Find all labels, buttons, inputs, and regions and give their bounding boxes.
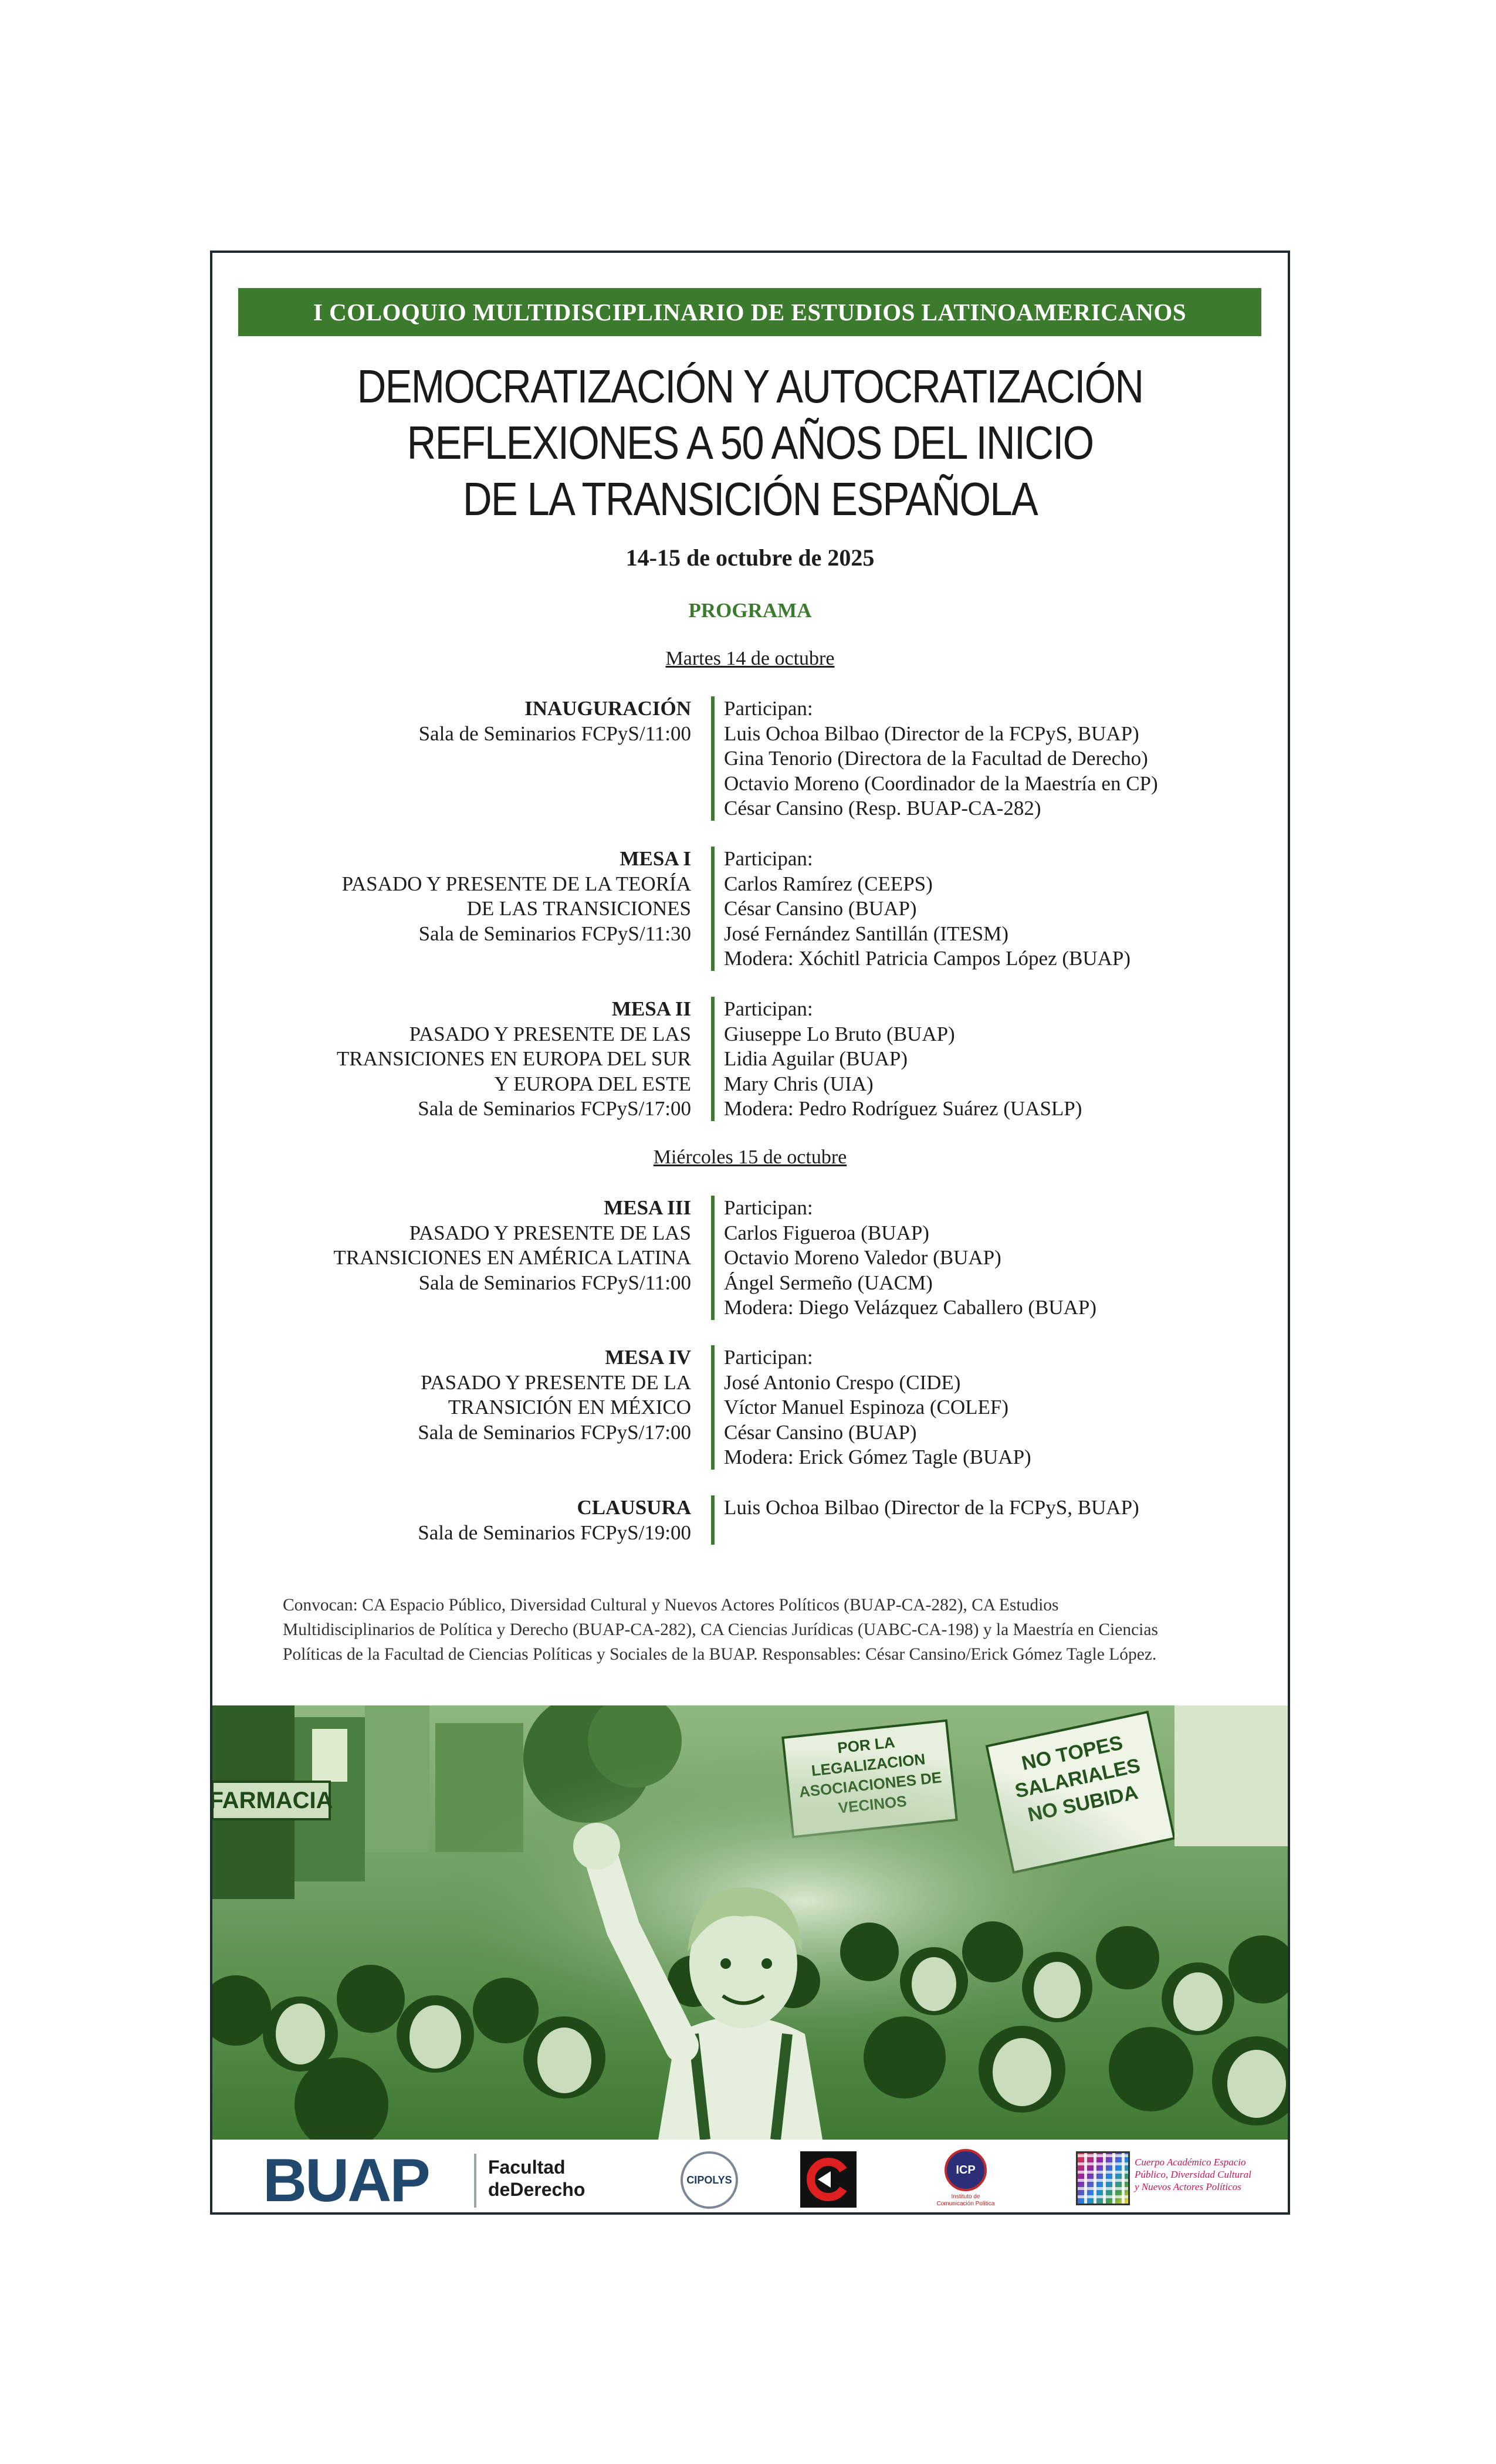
cuerpo-academico-logo	[1135, 2156, 1252, 2193]
participant: Luis Ochoa Bilbao (Director de la FCPyS, BUAP)	[724, 1496, 1139, 1519]
icp-emblem: ICP	[945, 2149, 987, 2191]
program-heading: PROGRAMA	[688, 599, 812, 622]
participant: Participan:	[724, 697, 813, 720]
red-c-logo	[800, 2151, 857, 2208]
participant: Participan:	[724, 847, 813, 870]
facultad-derecho-logo	[488, 2156, 585, 2201]
participant: César Cansino (BUAP)	[724, 897, 917, 920]
session-line: PASADO Y PRESENTE DE LA TEORÍA	[341, 872, 691, 895]
title-line: DEMOCRATIZACIÓN Y AUTOCRATIZACIÓN	[357, 360, 1143, 412]
participant: Modera: Pedro Rodríguez Suárez (UASLP)	[724, 1097, 1082, 1120]
crowd-illustration	[212, 1705, 1288, 2140]
title-line: REFLEXIONES A 50 AÑOS DEL INICIO	[407, 417, 1094, 469]
child-fist	[573, 1823, 620, 1870]
session-line: TRANSICIONES EN AMÉRICA LATINA	[333, 1246, 691, 1269]
session-heading: MESA II	[611, 997, 691, 1020]
title-line: DE LA TRANSICIÓN ESPAÑOLA	[462, 473, 1038, 525]
session-divider	[711, 1196, 715, 1320]
session-line: Sala de Seminarios FCPyS/19:00	[418, 1521, 691, 1544]
colloquium-banner: I COLOQUIO MULTIDISCIPLINARIO DE ESTUDIOS LATINOAMERICANOS	[238, 288, 1261, 336]
logos-strip	[212, 2140, 1288, 2215]
participant: Lidia Aguilar (BUAP)	[724, 1047, 908, 1070]
participant: Carlos Ramírez (CEEPS)	[724, 872, 933, 895]
session-divider	[711, 997, 715, 1121]
session-info	[419, 696, 691, 746]
participant: Modera: Diego Velázquez Caballero (BUAP)	[724, 1296, 1096, 1319]
session-line: TRANSICIÓN EN MÉXICO	[448, 1396, 691, 1419]
day-label: Martes 14 de octubre	[665, 648, 835, 669]
participants	[724, 1495, 1139, 1521]
buap-logo: BUAP	[263, 2147, 429, 2215]
participant: Participan:	[724, 1346, 813, 1369]
session-divider	[711, 696, 715, 821]
participant: Luis Ochoa Bilbao (Director de la FCPyS, BUAP)	[724, 722, 1139, 745]
session-heading: MESA IV	[605, 1346, 691, 1369]
icp-caption	[925, 2194, 1007, 2208]
session-line: Sala de Seminarios FCPyS/17:00	[418, 1097, 691, 1120]
icp-caption-line: Instituto de	[951, 2194, 980, 2200]
session-info	[418, 1495, 691, 1545]
session-info	[337, 997, 691, 1122]
organizers-line: Políticas de la Facultad de Ciencias Políticas y Sociales de la BUAP. Responsables: César Cansino/Erick Gómez Tagle López.	[283, 1645, 1157, 1664]
session-line: PASADO Y PRESENTE DE LA	[421, 1370, 691, 1394]
participant: José Antonio Crespo (CIDE)	[724, 1370, 961, 1394]
poster-frame	[210, 251, 1290, 2215]
session-divider	[711, 847, 715, 971]
session-line: Sala de Seminarios FCPyS/11:30	[418, 922, 691, 945]
organizers-line: Convocan: CA Espacio Público, Diversidad Cultural y Nuevos Actores Políticos (BUAP-CA-282), CA Estudios	[283, 1596, 1059, 1615]
participant: Ángel Sermeño (UACM)	[724, 1271, 933, 1294]
session-line: Sala de Seminarios FCPyS/11:00	[418, 722, 691, 745]
session-line: DE LAS TRANSICIONES	[466, 897, 691, 920]
participant: Víctor Manuel Espinoza (COLEF)	[724, 1396, 1009, 1419]
logo-separator	[474, 2154, 476, 2208]
session-line: Y EUROPA DEL ESTE	[494, 1072, 691, 1095]
session-divider	[711, 1495, 715, 1545]
ca-line: Cuerpo Académico Espacio	[1135, 2157, 1246, 2168]
participant: Giuseppe Lo Bruto (BUAP)	[724, 1022, 955, 1045]
session-divider	[711, 1345, 715, 1470]
cipolys-logo: CIPOLYS	[681, 2151, 738, 2209]
participants	[724, 847, 1131, 972]
facultad-line: deDerecho	[488, 2179, 585, 2200]
participant: César Cansino (BUAP)	[724, 1420, 917, 1444]
ca-line: Público, Diversidad Cultural	[1135, 2169, 1251, 2180]
participant: Participan:	[724, 997, 813, 1020]
facultad-line: Facultad	[488, 2157, 566, 2178]
ca-line: y Nuevos Actores Políticos	[1135, 2181, 1241, 2192]
participant: Mary Chris (UIA)	[724, 1072, 874, 1095]
participant: Carlos Figueroa (BUAP)	[724, 1221, 929, 1244]
event-title	[287, 358, 1212, 527]
session-info	[342, 847, 691, 946]
participants	[724, 997, 1082, 1122]
session-heading: INAUGURACIÓN	[524, 697, 691, 720]
day-label: Miércoles 15 de octubre	[653, 1146, 847, 1168]
icp-caption-line: Comunicación Política	[936, 2201, 995, 2207]
participant: Gina Tenorio (Directora de la Facultad de Derecho)	[724, 747, 1148, 770]
session-line: Sala de Seminarios FCPyS/17:00	[418, 1420, 691, 1444]
participant: Modera: Erick Gómez Tagle (BUAP)	[724, 1446, 1031, 1468]
session-heading: MESA III	[604, 1196, 691, 1219]
child-eye	[761, 1958, 772, 1969]
participant: José Fernández Santillán (ITESM)	[724, 922, 1009, 945]
session-heading: MESA I	[620, 847, 691, 870]
organizers-note	[283, 1593, 1223, 1667]
icp-logo	[925, 2149, 1007, 2208]
child-eye	[720, 1958, 731, 1969]
session-info	[333, 1196, 691, 1295]
session-line: Sala de Seminarios FCPyS/11:00	[418, 1271, 691, 1294]
session-line: PASADO Y PRESENTE DE LAS	[409, 1221, 691, 1244]
participant: César Cansino (Resp. BUAP-CA-282)	[724, 797, 1041, 820]
qr-code[interactable]	[1076, 2151, 1130, 2205]
participant: Octavio Moreno (Coordinador de la Maestría en CP)	[724, 771, 1158, 795]
event-dates: 14-15 de octubre de 2025	[625, 544, 875, 571]
participants	[724, 1345, 1031, 1470]
participants	[724, 696, 1158, 821]
session-line: TRANSICIONES EN EUROPA DEL SUR	[336, 1047, 691, 1070]
participant: Octavio Moreno Valedor (BUAP)	[724, 1246, 1001, 1269]
participant: Participan:	[724, 1196, 813, 1219]
session-line: PASADO Y PRESENTE DE LAS	[409, 1022, 691, 1045]
crowd-photo	[212, 1705, 1288, 2140]
participant: Modera: Xóchitl Patricia Campos López (BUAP)	[724, 947, 1131, 970]
session-info	[418, 1345, 691, 1445]
organizers-line: Multidisciplinarios de Política y Derecho (BUAP-CA-282), CA Ciencias Jurídicas (UABC-CA-198) y la Maestría en Ciencias	[283, 1620, 1158, 1639]
session-heading: CLAUSURA	[577, 1496, 691, 1519]
participants	[724, 1196, 1096, 1321]
red-c-icon	[805, 2156, 852, 2203]
